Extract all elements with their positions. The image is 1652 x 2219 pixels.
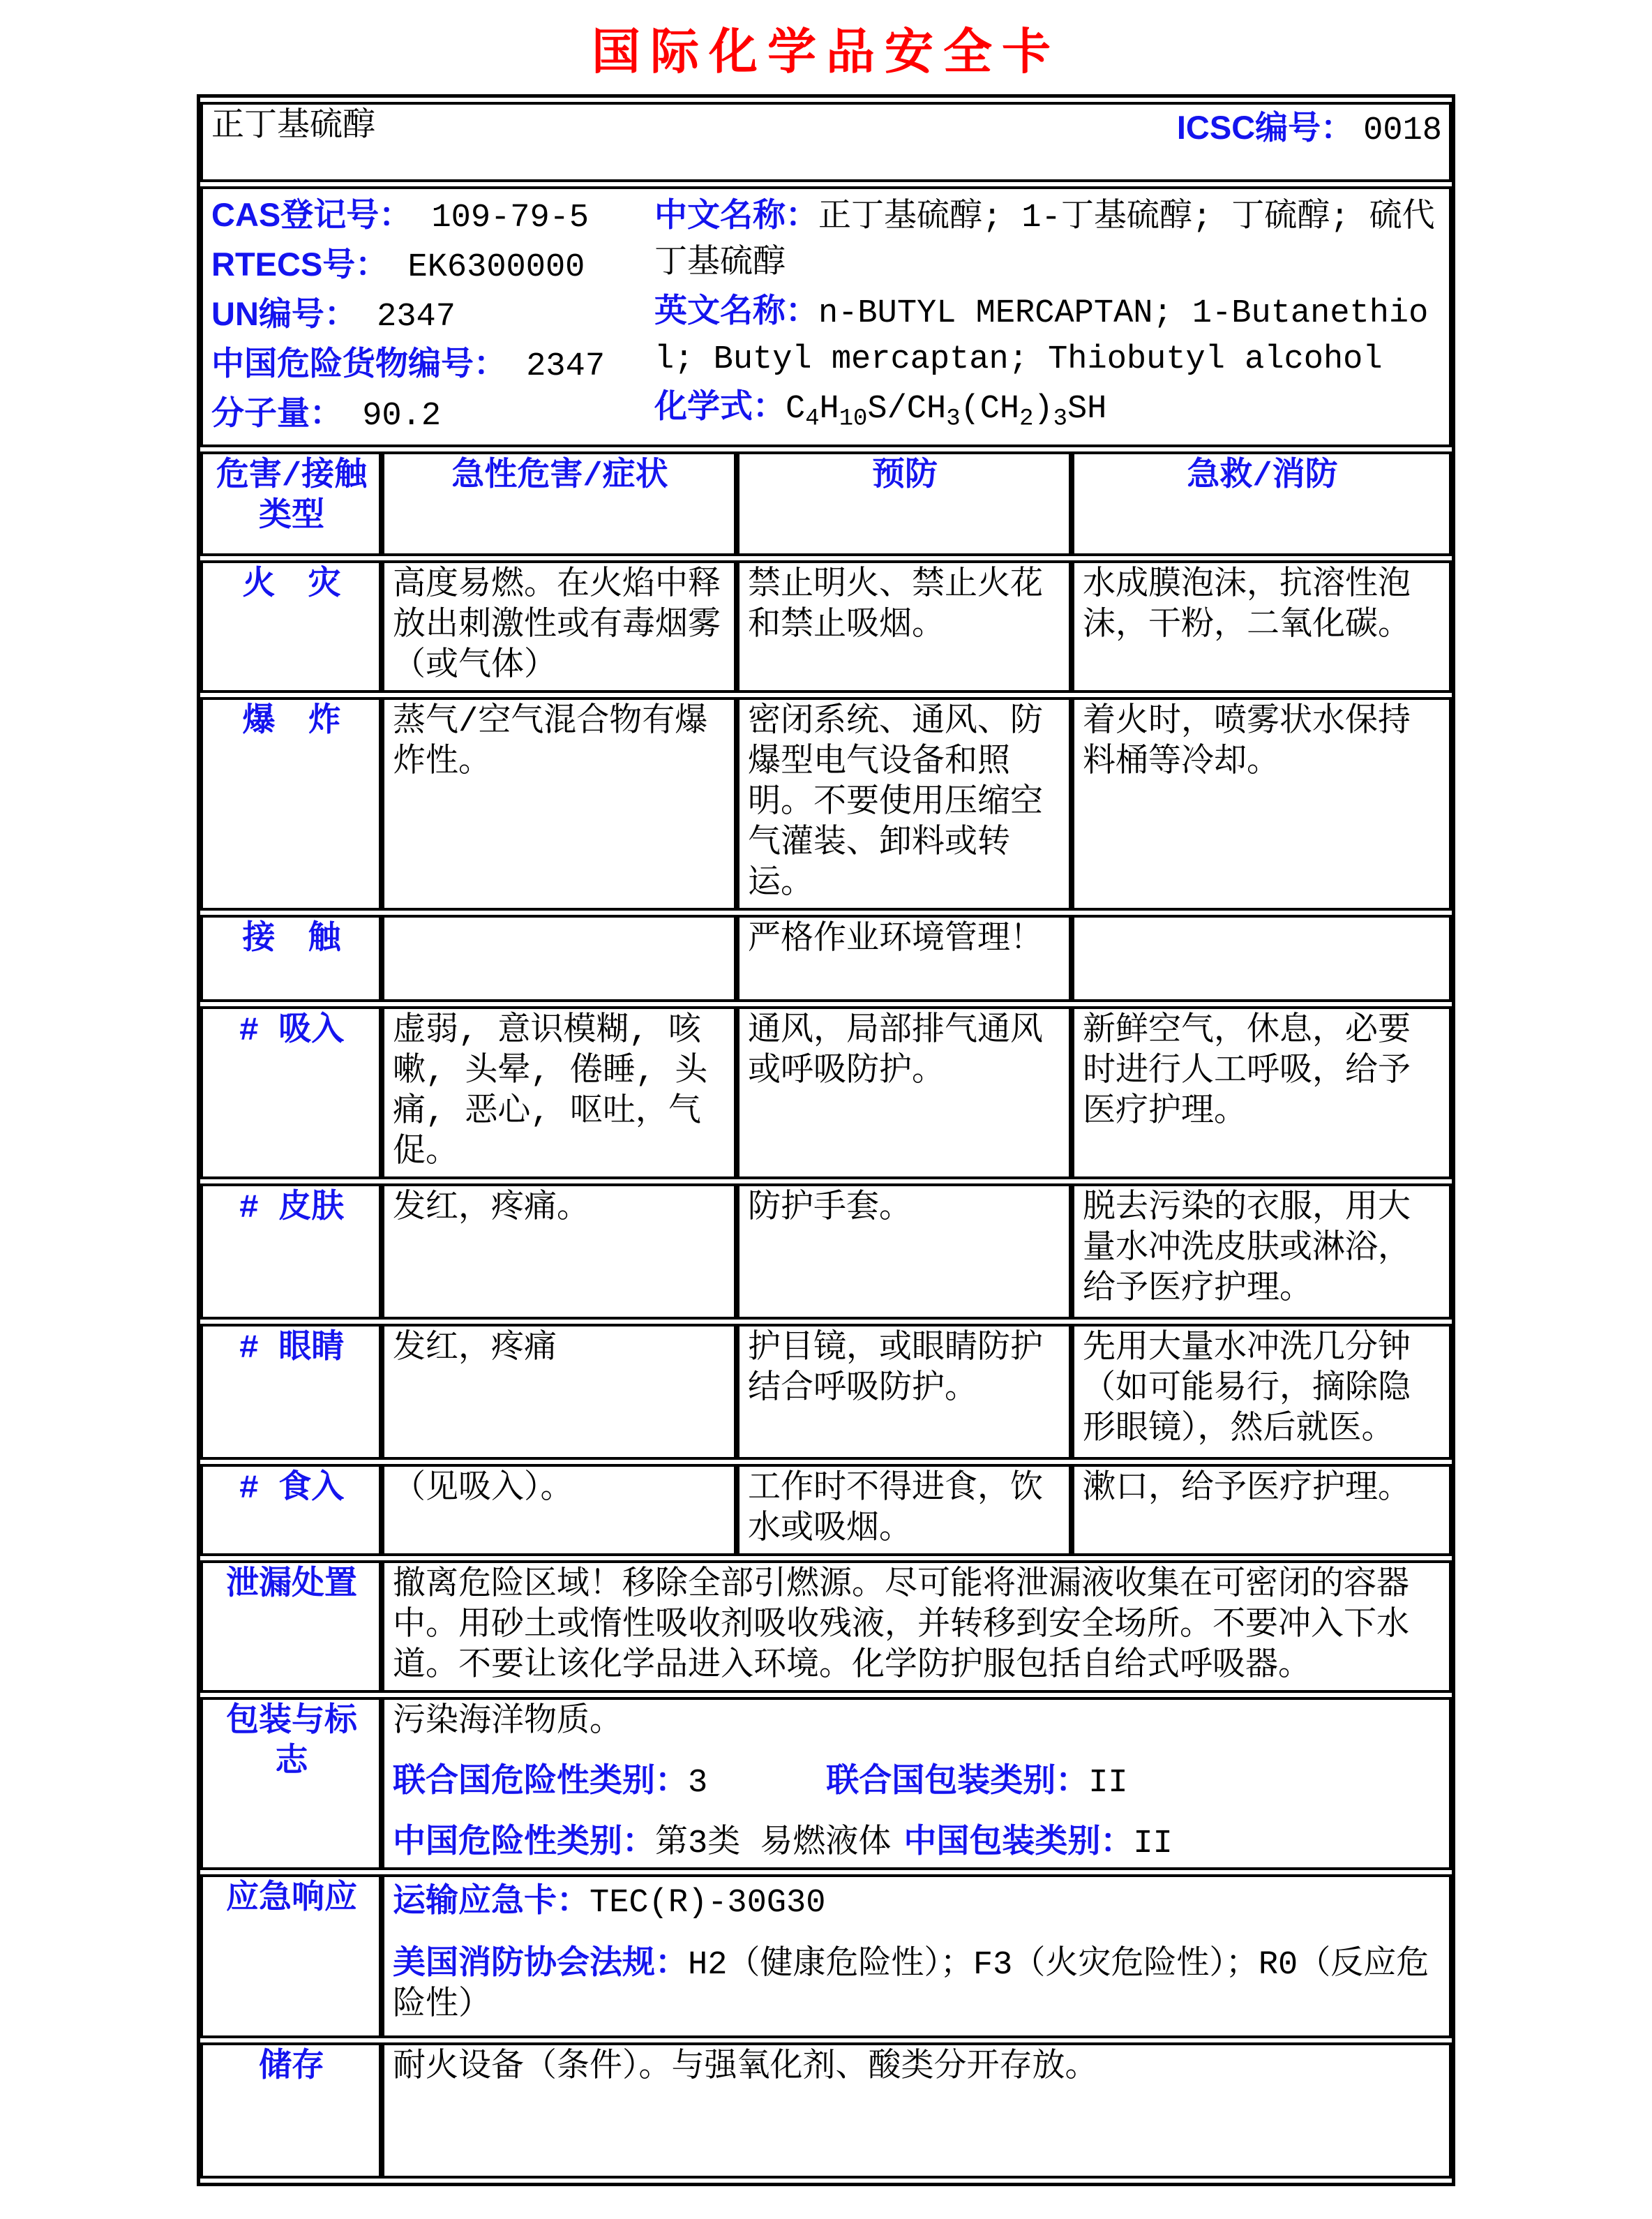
- formula-label: 化学式：: [654, 387, 786, 424]
- hazard-row-inhalation: [200, 1006, 1452, 1179]
- hazard-type-label: 接 触: [200, 915, 382, 1002]
- formula-value: $C_4H_{10}S/CH_3(CH_2)_3SH$: [786, 391, 1107, 433]
- cn-pack-value: II: [1133, 1825, 1173, 1863]
- nfpa-value: H2（健康危险性）；F3（火灾危险性）；R0（反应危险性）: [393, 1947, 1429, 2025]
- molweight-line: [211, 390, 654, 440]
- en-name-label: 英文名称：: [654, 292, 818, 329]
- cn-dg-value: 2347: [526, 348, 606, 385]
- firstaid-cell: 漱口，给予医疗护理。: [1072, 1464, 1452, 1556]
- prevention-cell: 防护手套。: [737, 1183, 1072, 1320]
- firstaid-cell: 水成膜泡沫，抗溶性泡沫，干粉，二氧化碳。: [1072, 560, 1452, 693]
- cn-name-label: 中文名称：: [654, 196, 818, 233]
- storage-text: 耐火设备（条件）。与强氧化剂、酸类分开存放。: [382, 2042, 1452, 2179]
- transport-card-line: [393, 1880, 1442, 1924]
- hazard-type-label: # 眼睛: [200, 1324, 382, 1460]
- firstaid-cell: 新鲜空气，休息，必要时进行人工呼吸，给予医疗护理。: [1072, 1006, 1452, 1179]
- symptoms-cell: （见吸入）。: [382, 1464, 737, 1556]
- cn-class-label: 中国危险性类别：: [393, 1822, 655, 1860]
- cn-class-value: 第3类 易燃液体: [655, 1825, 892, 1863]
- hazard-row-eyes: [200, 1324, 1452, 1460]
- table-header-row: [200, 451, 1452, 556]
- firstaid-cell: 着火时，喷雾状水保持料桶等冷却。: [1072, 697, 1452, 911]
- cn-dg-line: [211, 341, 654, 390]
- symptoms-cell: 发红，疼痛。: [382, 1183, 737, 1320]
- hazard-type-label: 爆 炸: [200, 697, 382, 911]
- cas-label: CAS登记号：: [211, 196, 412, 233]
- firstaid-cell: 先用大量水冲洗几分钟（如可能易行，摘除隐形眼镜），然后就医。: [1072, 1324, 1452, 1460]
- tec-label: 运输应急卡：: [393, 1881, 590, 1919]
- packaging-label: 包装与标志: [200, 1697, 382, 1870]
- chemical-formula: [654, 383, 1442, 442]
- un-pack-value: II: [1088, 1765, 1128, 1802]
- name-list: [654, 192, 1442, 442]
- firstaid-cell: [1072, 915, 1452, 1002]
- hazard-type-label: 火 灾: [200, 560, 382, 693]
- page-title: 国际化学品安全卡: [592, 22, 1060, 80]
- rtecs-line: [211, 241, 654, 291]
- packaging-cell: [382, 1697, 1452, 1870]
- rtecs-label: RTECS号：: [211, 246, 389, 283]
- molweight-value: 90.2: [362, 398, 442, 435]
- packaging-row: [200, 1697, 1452, 1870]
- hazard-row-exposure: [200, 915, 1452, 1002]
- spill-label: 泄漏处置: [200, 1560, 382, 1693]
- icsc-number: 0018: [1363, 112, 1442, 149]
- prevention-cell: 密闭系统、通风、防爆型电气设备和照明。不要使用压缩空气灌装、卸料或转运。: [737, 697, 1072, 911]
- symptoms-cell: [382, 915, 737, 1002]
- rtecs-value: EK6300000: [407, 249, 585, 286]
- hazard-row-explosion: [200, 697, 1452, 911]
- icsc-label: ICSC编号：: [1176, 109, 1354, 146]
- col-header-firstaid: 急救/消防: [1072, 451, 1452, 556]
- cn-classification-line: [393, 1821, 1442, 1865]
- nfpa-line: [393, 1942, 1442, 2026]
- info-cell: [200, 186, 1452, 447]
- hazard-type-label: # 食入: [200, 1464, 382, 1556]
- un-class-value: 3: [688, 1765, 708, 1802]
- cas-value: 109-79-5: [431, 200, 590, 237]
- info-row: [200, 186, 1452, 447]
- hazard-row-ingestion: [200, 1464, 1452, 1556]
- col-header-hazard-type: 危害/接触 类型: [200, 451, 382, 556]
- english-names: [654, 287, 1442, 383]
- storage-label: 储存: [200, 2042, 382, 2179]
- firstaid-cell: 脱去污染的衣服，用大量水冲洗皮肤或淋浴，给予医疗护理。: [1072, 1183, 1452, 1320]
- hazard-type-label: # 吸入: [200, 1006, 382, 1179]
- hazard-row-fire: [200, 560, 1452, 693]
- nfpa-label: 美国消防协会法规：: [393, 1943, 688, 1981]
- chinese-names: [654, 192, 1442, 287]
- en-name-value: n-BUTYL MERCAPTAN; 1-Butanethiol; Butyl mercaptan; Thiobutyl alcohol: [654, 295, 1429, 378]
- un-label: UN编号：: [211, 295, 357, 332]
- chemical-name: 正丁基硫醇: [211, 109, 375, 146]
- emergency-row: [200, 1874, 1452, 2038]
- col-header-symptoms: 急性危害/症状: [382, 451, 737, 556]
- cn-pack-label: 中国包装类别：: [903, 1822, 1134, 1860]
- prevention-cell: 通风，局部排气通风或呼吸防护。: [737, 1006, 1072, 1179]
- prevention-cell: 禁止明火、禁止火花和禁止吸烟。: [737, 560, 1072, 693]
- symptoms-cell: 高度易燃。在火焰中释放出刺激性或有毒烟雾（或气体）: [382, 560, 737, 693]
- prevention-cell: 工作时不得进食，饮水或吸烟。: [737, 1464, 1072, 1556]
- name-row: [200, 102, 1452, 182]
- cas-line: [211, 192, 654, 241]
- un-value: 2347: [377, 299, 456, 336]
- name-cell: [200, 102, 1452, 182]
- col-header-prevention: 预防: [737, 451, 1072, 556]
- icsc-number-group: [1177, 107, 1442, 151]
- hazard-row-skin: [200, 1183, 1452, 1320]
- hazard-type-label: # 皮肤: [200, 1183, 382, 1320]
- prevention-cell: 严格作业环境管理！: [737, 915, 1072, 1002]
- spill-text: 撤离危险区域！移除全部引燃源。尽可能将泄漏液收集在可密闭的容器中。用砂土或惰性吸收剂吸收残液，并转移到安全场所。不要冲入下水道。不要让该化学品进入环境。化学防护服包括自给式呼吸器。: [382, 1560, 1452, 1693]
- symptoms-cell: 发红，疼痛: [382, 1324, 737, 1460]
- spill-row: [200, 1560, 1452, 1693]
- un-line: [211, 291, 654, 341]
- symptoms-cell: 蒸气/空气混合物有爆炸性。: [382, 697, 737, 911]
- safety-card-table: [197, 94, 1455, 2186]
- emergency-cell: [382, 1874, 1452, 2038]
- molweight-label: 分子量：: [211, 394, 343, 431]
- un-class-label: 联合国危险性类别：: [393, 1761, 688, 1799]
- un-pack-label: 联合国包装类别：: [826, 1761, 1089, 1799]
- marine-pollutant-note: 污染海洋物质。: [393, 1704, 622, 1742]
- symptoms-cell: 虚弱, 意识模糊, 咳嗽, 头晕, 倦睡, 头痛, 恶心, 呕吐，气促。: [382, 1006, 737, 1179]
- prevention-cell: 护目镜，或眼睛防护结合呼吸防护。: [737, 1324, 1072, 1460]
- cn-dg-label: 中国危险货物编号：: [211, 345, 506, 382]
- un-classification-line: [393, 1760, 1442, 1804]
- emergency-label: 应急响应: [200, 1874, 382, 2038]
- tec-value: TEC(R)-30G30: [590, 1885, 826, 1922]
- cn-name-value: 正丁基硫醇; 1-丁基硫醇; 丁硫醇; 硫代丁基硫醇: [654, 200, 1435, 283]
- storage-row: [200, 2042, 1452, 2179]
- identifier-list: [211, 192, 654, 442]
